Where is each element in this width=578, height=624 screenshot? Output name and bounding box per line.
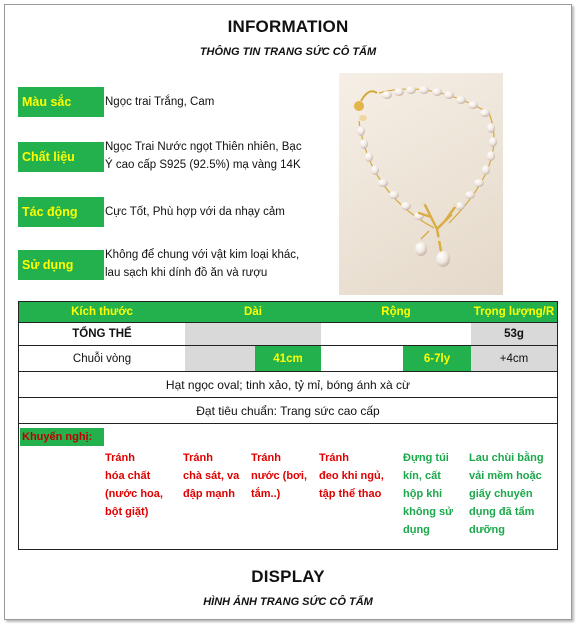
display-title: DISPLAY: [251, 567, 325, 586]
attr-value-effect: [105, 203, 285, 221]
rec-line: dưỡng: [469, 524, 505, 536]
rec-line: đeo khi ngủ,: [319, 470, 384, 482]
rec-line: nước (bơi,: [251, 470, 307, 482]
note-oval-pearl: Hạt ngọc oval; tinh xảo, tỷ mỉ, bóng ánh xà cừ: [165, 377, 411, 392]
rec-line: hóa chất: [105, 470, 151, 482]
attr-value-line: Ngọc Trai Nước ngọt Thiên nhiên, Bạc: [105, 141, 302, 153]
header-size: Kích thước: [19, 302, 185, 322]
page-title: INFORMATION: [227, 17, 349, 36]
rec-line: vải mềm hoặc: [469, 470, 542, 482]
recommendation-item: [403, 449, 465, 539]
note-row: [18, 372, 558, 398]
rec-line: Đựng túi: [403, 452, 449, 464]
attr-value-line: lau sạch khi dính đồ ăn và rượu: [105, 267, 268, 279]
table-row: [18, 346, 558, 372]
rec-line: dụng: [403, 524, 430, 536]
table-row: [18, 323, 558, 346]
rec-line: Tránh: [105, 452, 135, 464]
attr-label-color: Màu sắc: [18, 87, 104, 117]
row-weight: 53g: [471, 323, 557, 345]
row-label: Chuỗi vòng: [72, 352, 132, 365]
header-width: Rộng: [321, 302, 471, 322]
attr-label-effect: Tác động: [18, 197, 104, 227]
recommendation-item: [251, 449, 319, 503]
note-row: [18, 398, 558, 424]
page-subtitle: THÔNG TIN TRANG SỨC CÔ TẤM: [199, 46, 377, 58]
rec-line: Lau chùi bằng: [469, 452, 544, 464]
attr-value-color: [105, 93, 214, 111]
rec-line: giấy chuyên: [469, 488, 533, 500]
attr-value-line: Ngọc trai Trắng, Cam: [105, 96, 215, 108]
attr-value-material: [105, 138, 302, 174]
header-length: Dài: [185, 302, 321, 322]
attr-value-line: Không để chung với vật kim loại khác,: [105, 249, 300, 261]
recommendation-item: [319, 449, 399, 503]
row-length-pad: [185, 346, 255, 371]
rec-line: không sử: [403, 506, 454, 518]
product-photo: [339, 73, 503, 295]
rec-line: tắm..): [251, 488, 281, 500]
rec-line: tập thể thao: [319, 488, 382, 500]
attr-value-line: Ý cao cấp S925 (92.5%) mạ vàng 14K: [105, 159, 301, 171]
note-standard: Đạt tiêu chuẩn: Trang sức cao cấp: [196, 403, 380, 418]
row-weight: +4cm: [471, 346, 557, 371]
attr-value-usage: [105, 246, 299, 282]
recommendation-item: [183, 449, 251, 503]
row-width: [321, 323, 471, 345]
row-width-pad: [321, 346, 403, 371]
row-length: [185, 323, 321, 345]
row-width: 6-7ly: [403, 346, 471, 371]
attr-label-material: Chất liệu: [18, 142, 104, 172]
attr-label-usage: Sử dụng: [18, 250, 104, 280]
rec-line: kín, cất: [403, 470, 441, 482]
recommendation-item: [469, 449, 557, 539]
rec-line: đập mạnh: [183, 488, 235, 500]
rec-line: Tránh: [183, 452, 213, 464]
attr-value-line: Cực Tốt, Phù hợp với da nhạy cảm: [105, 206, 285, 218]
info-sheet: [4, 4, 572, 620]
size-table-header: [18, 301, 558, 323]
row-length: 41cm: [255, 346, 321, 371]
rec-line: dụng đã tẩm: [469, 506, 535, 518]
rec-line: Tránh: [319, 452, 349, 464]
header-weight: Trọng lượng/R: [471, 302, 557, 322]
rec-line: bột giặt): [105, 506, 149, 518]
rec-line: (nước hoa,: [105, 488, 163, 500]
rec-line: chà sát, va: [183, 470, 240, 482]
display-subtitle: HÌNH ẢNH TRANG SỨC CÔ TẤM: [203, 596, 373, 608]
pearl-necklace-image: [339, 73, 503, 295]
rec-line: hộp khi: [403, 488, 443, 500]
recommendation-item: [105, 449, 181, 521]
recommendation-label: Khuyến nghị:: [20, 428, 104, 446]
row-label: TỔNG THỂ: [72, 328, 132, 340]
rec-line: Tránh: [251, 452, 281, 464]
